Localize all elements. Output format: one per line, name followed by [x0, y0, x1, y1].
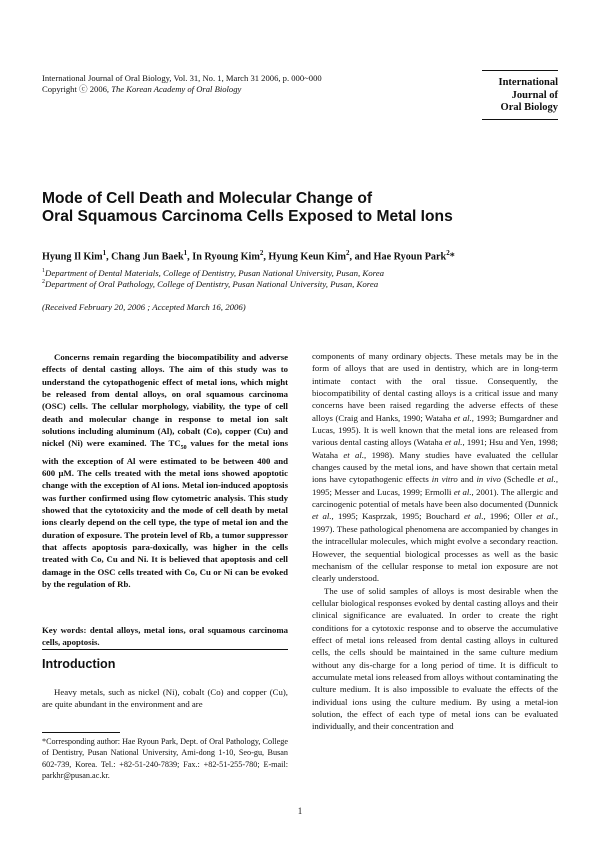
- author-list: [42, 249, 455, 262]
- affiliation-mark: 2: [345, 249, 350, 257]
- affiliation-mark: 2: [259, 249, 264, 257]
- journal-citation: International Journal of Oral Biology, Vol. 31, No. 1, March 31 2006, p. 000~000: [42, 73, 322, 83]
- body-paragraph: components of many ordinary objects. These metals may be in the form of alloys that are used in dentistry, which are in long-term intimate contact with the oral tissue. Consequently, the biocompatibility of dental casting alloys is a critical issue and many concerns have been raised regarding the adverse effects of these alloys (Craig and Hanks, 1990; Wataha et al., 1993; Bumgardner and Lucas, 1995). It is well known that the metal ions are released from various dental casting alloys (Wataha et al., 1991; Hsu and Yen, 1998; Wataha et al., 1998). Many studies have evaluated the cellular changes caused by the metal ions, and have shown that certain metal ions have cytopathogenic effects in vitro and in vivo (Schedle et al., 1995; Messer and Lucas, 1999; Ermolli et al., 2001). The allergic and carcinogenic potential of metals have been also documented (Dunnick et al., 1995; Kasprzak, 1995; Bouchard et al., 1996; Oller et al., 1997). These pathological phenomena are accompanied by changes in the intracellular molecules, which might evolve a secondary reaction. However, the sequential biological processes as well as the basic mechanism of the cellular response to metal ion exposure are not clearly understood.: [312, 351, 559, 584]
- abstract-text: Concerns remain regarding the biocompatibility and adverse effects of dental casting alloys. The aim of this study was to understand the cytopathogenic effect of metal ions, which might be released from dental alloys, on oral squamous carcinoma (OSC) cells. The cellular morphology, viability, the type of cell death and molecular change in response to metal ion salt solutions including aluminum (Al), cobalt (Co), copper (Cu) and nickel (Ni) were examined. The TC: [42, 352, 288, 449]
- affiliation-number: 2: [42, 279, 45, 286]
- author-name: , In Ryoung Kim: [187, 251, 260, 263]
- author-name: , Hyung Keun Kim: [263, 251, 346, 263]
- copyright-line: [42, 84, 241, 95]
- author-name: Hyung Il Kim: [42, 251, 103, 263]
- introduction-text: [42, 686, 288, 711]
- subscript: 50: [180, 445, 187, 452]
- affiliation-text: Department of Oral Pathology, College of Dentistry, Pusan National University, Pusan, Korea: [45, 279, 379, 289]
- paper-title-line: Oral Squamous Carcinoma Cells Exposed to Metal Ions: [42, 208, 453, 225]
- corresponding-author-footnote: *Corresponding author: Hae Ryoun Park, Dept. of Oral Pathology, College of Dentistry, Pusan National University, Ami-dong 1-10, Seo-gu, Busan 602-739, Korea. Tel.: +82-51-240-7839; Fax.: +82-51-255-780; E-mail: parkhr@pusan.ac.kr.: [42, 737, 288, 781]
- body-paragraph: The use of solid samples of alloys is most desirable when the cellular biological responses evoked by dental casting alloys and their clinical significance are evaluated. In order to create the right conditions for a cytotoxic response and to observe the accumulative effect of metal ions released from dental casting alloys in cultured cells, the cells should be maintained in the same culture medium without any dis-charge for a long period of time. It is difficult to accumulate metal ions released from alloys without contaminating the culture medium. It is also impossible to evaluate the effects of the individual ions using the culture medium. By using a metal-ion solution, the effect of each type of metal ions can be evaluated individually, and their concentration and: [312, 585, 558, 732]
- copyright-prefix: Copyright ⓒ 2006,: [42, 84, 112, 94]
- journal-name-line: International: [498, 77, 558, 88]
- copyright-org: The Korean Academy of Oral Biology: [111, 84, 242, 94]
- affiliation-2: [42, 279, 378, 289]
- affiliation-mark: 1: [183, 249, 188, 257]
- corresponding-mark: *: [449, 251, 455, 263]
- abstract-text: values for the metal ions with the exception of Al were estimated to be between 400 and 600 μM. The cells treated with the metal ions showed apoptotic change with the exception of Al ions. Metal ion-induced apoptosis was further confirmed using flow cytometric analysis. This study showed that the cytotoxicity and the mode of cell death by metal ions clearly depend on the cell type, the type of metal ion and the duration of exposure. The protein level of Rb, a tumor suppressor that affects apoptosis para-doxically, was higher in the cells treated with Co, Cu and Ni. It is believed that apoptosis and cell damage in the OSC cells treated with Co, Cu or Ni can be evoked by the regulation of Rb.: [42, 438, 288, 589]
- footnote-divider: [42, 732, 120, 733]
- abstract: [42, 351, 288, 590]
- affiliation-1: [42, 268, 384, 278]
- page-number: 1: [297, 806, 303, 816]
- received-dates: (Received February 20, 2006 ; Accepted March 16, 2006): [42, 302, 246, 312]
- keywords: Key words: dental alloys, metal ions, oral squamous carcinoma cells, apoptosis.: [42, 625, 288, 648]
- paper-title-line: Mode of Cell Death and Molecular Change of: [42, 190, 373, 207]
- journal-name-line: Journal of: [511, 89, 558, 101]
- affiliation-text: Department of Dental Materials, College of Dentistry, Pusan National University, Pusan, Korea: [45, 268, 385, 278]
- affiliation-number: 1: [42, 268, 45, 275]
- right-column-text: [312, 350, 558, 733]
- intro-paragraph: Heavy metals, such as nickel (Ni), cobalt (Co) and copper (Cu), are quite abundant in the environment and are: [42, 687, 288, 710]
- affiliation-mark: 1: [102, 249, 107, 257]
- section-divider: [42, 649, 288, 650]
- author-name: , and Hae Ryoun Park: [349, 251, 447, 263]
- section-heading-introduction: Introduction: [42, 657, 116, 671]
- journal-name-box: [482, 70, 558, 120]
- paper-title: [42, 190, 562, 226]
- author-name: , Chang Jun Baek: [106, 251, 184, 263]
- affiliation-mark: 2: [446, 249, 450, 257]
- journal-name-line: Oral Biology: [500, 102, 558, 113]
